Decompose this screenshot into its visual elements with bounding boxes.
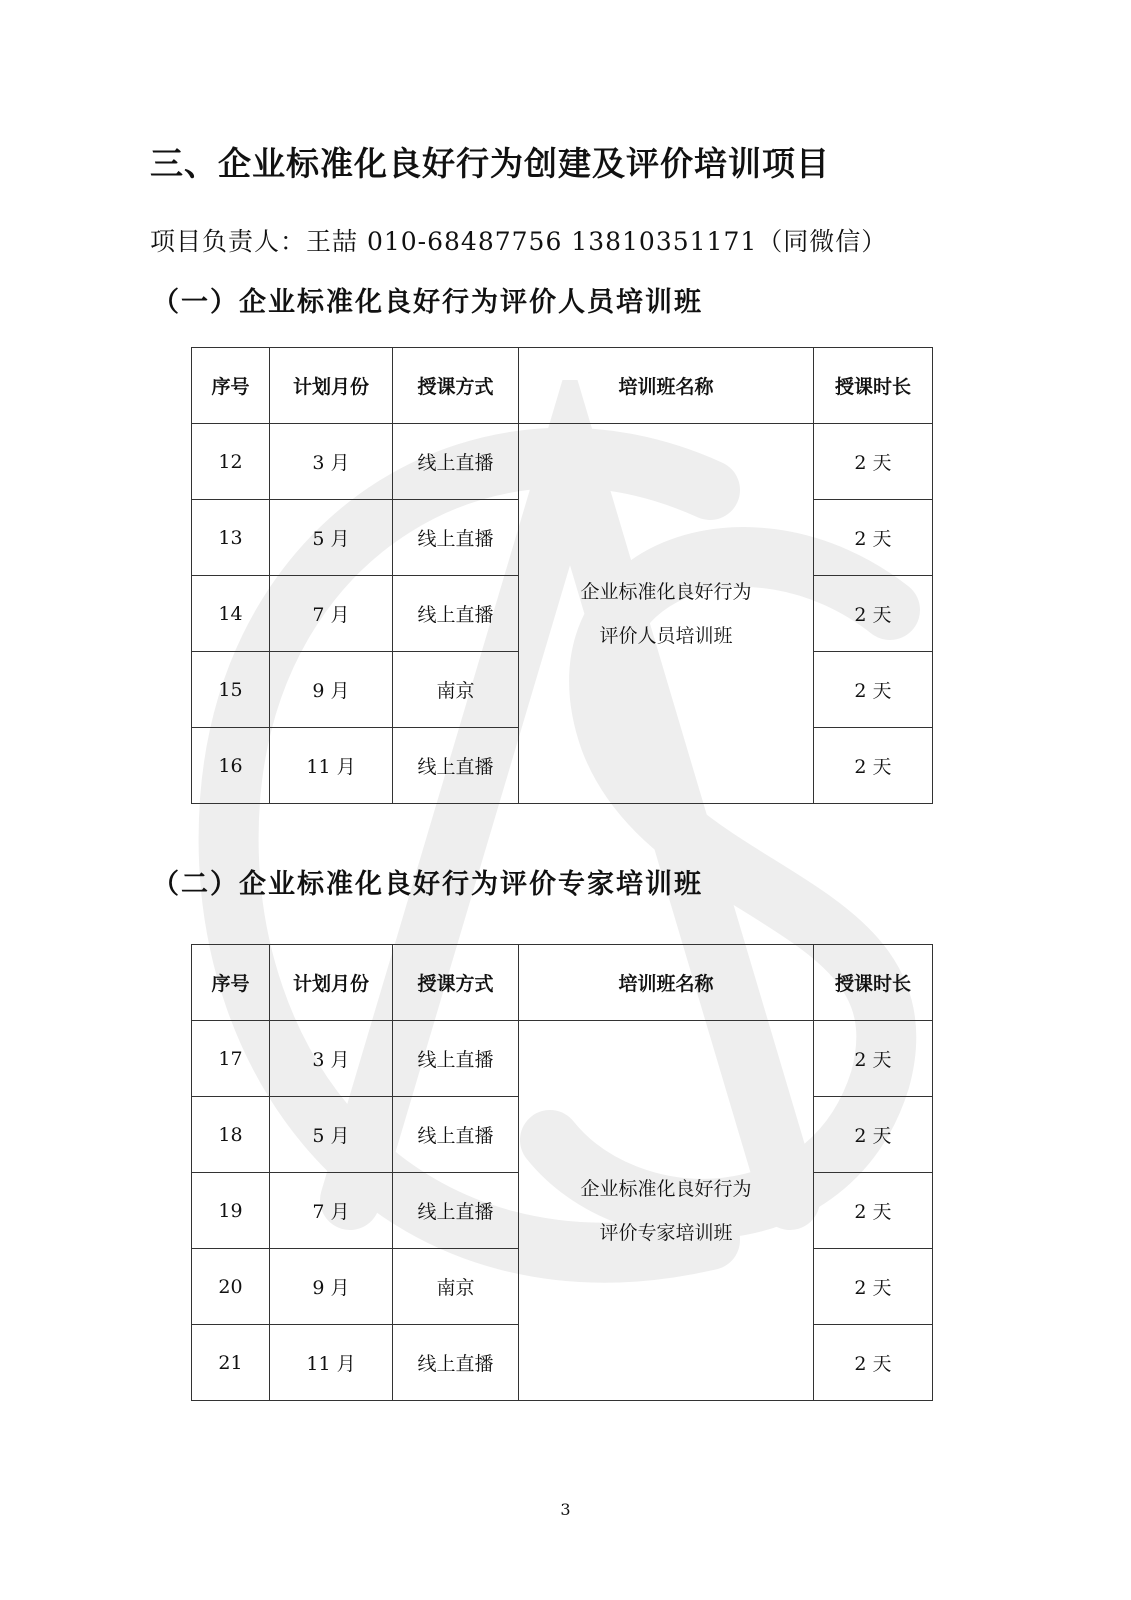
cell-month: 5 月 (270, 500, 393, 576)
cell-mode: 线上直播 (393, 1021, 519, 1097)
cell-month: 5 月 (270, 1097, 393, 1173)
cell-no: 15 (192, 652, 270, 728)
cell-month: 11 月 (270, 1325, 393, 1401)
cell-no: 13 (192, 500, 270, 576)
cell-no: 18 (192, 1097, 270, 1173)
cell-duration: 2 天 (814, 424, 933, 500)
class-title-2: （二）企业标准化良好行为评价专家培训班 (152, 869, 703, 900)
cell-month: 7 月 (270, 1173, 393, 1249)
cell-no: 20 (192, 1249, 270, 1325)
header-no: 序号 (192, 945, 270, 1021)
header-mode: 授课方式 (393, 348, 519, 424)
training-table-1 (191, 347, 933, 804)
cell-mode: 线上直播 (393, 500, 519, 576)
cell-month: 3 月 (270, 1021, 393, 1097)
cell-class-name (519, 424, 814, 804)
cell-no: 19 (192, 1173, 270, 1249)
table-header-row (192, 348, 933, 424)
cell-duration: 2 天 (814, 1249, 933, 1325)
cell-duration: 2 天 (814, 652, 933, 728)
cell-month: 9 月 (270, 1249, 393, 1325)
training-table-2 (191, 944, 933, 1401)
cell-month: 3 月 (270, 424, 393, 500)
class-title-1: （一）企业标准化良好行为评价人员培训班 (152, 287, 703, 318)
header-mode: 授课方式 (393, 945, 519, 1021)
cell-class-name (519, 1021, 814, 1401)
table-header-row (192, 945, 933, 1021)
cell-duration: 2 天 (814, 500, 933, 576)
cell-duration: 2 天 (814, 576, 933, 652)
cell-duration: 2 天 (814, 1021, 933, 1097)
cell-month: 11 月 (270, 728, 393, 804)
cell-no: 14 (192, 576, 270, 652)
cell-month: 7 月 (270, 576, 393, 652)
cell-no: 17 (192, 1021, 270, 1097)
cell-mode: 线上直播 (393, 1173, 519, 1249)
header-month: 计划月份 (270, 348, 393, 424)
cell-duration: 2 天 (814, 728, 933, 804)
cell-mode: 南京 (393, 652, 519, 728)
class-name-line: 企业标准化良好行为 (580, 580, 752, 603)
header-no: 序号 (192, 348, 270, 424)
header-month: 计划月份 (270, 945, 393, 1021)
cell-mode: 线上直播 (393, 424, 519, 500)
class-name-line: 评价人员培训班 (599, 624, 733, 647)
header-class-name: 培训班名称 (519, 945, 814, 1021)
cell-month: 9 月 (270, 652, 393, 728)
page-number: 3 (560, 1500, 571, 1519)
cell-no: 21 (192, 1325, 270, 1401)
class-name-line: 评价专家培训班 (599, 1221, 733, 1244)
table-row (192, 1021, 933, 1097)
project-contact: 项目负责人：王喆 010-68487756 13810351171（同微信） (150, 227, 888, 256)
header-duration: 授课时长 (814, 945, 933, 1021)
cell-duration: 2 天 (814, 1173, 933, 1249)
section-title: 三、企业标准化良好行为创建及评价培训项目 (150, 144, 830, 183)
cell-mode: 线上直播 (393, 576, 519, 652)
class-name-line: 企业标准化良好行为 (580, 1177, 752, 1200)
cell-mode: 线上直播 (393, 728, 519, 804)
table-row (192, 424, 933, 500)
header-class-name: 培训班名称 (519, 348, 814, 424)
cell-mode: 线上直播 (393, 1325, 519, 1401)
cell-mode: 线上直播 (393, 1097, 519, 1173)
header-duration: 授课时长 (814, 348, 933, 424)
cell-duration: 2 天 (814, 1325, 933, 1401)
cell-no: 12 (192, 424, 270, 500)
cell-mode: 南京 (393, 1249, 519, 1325)
cell-no: 16 (192, 728, 270, 804)
cell-duration: 2 天 (814, 1097, 933, 1173)
